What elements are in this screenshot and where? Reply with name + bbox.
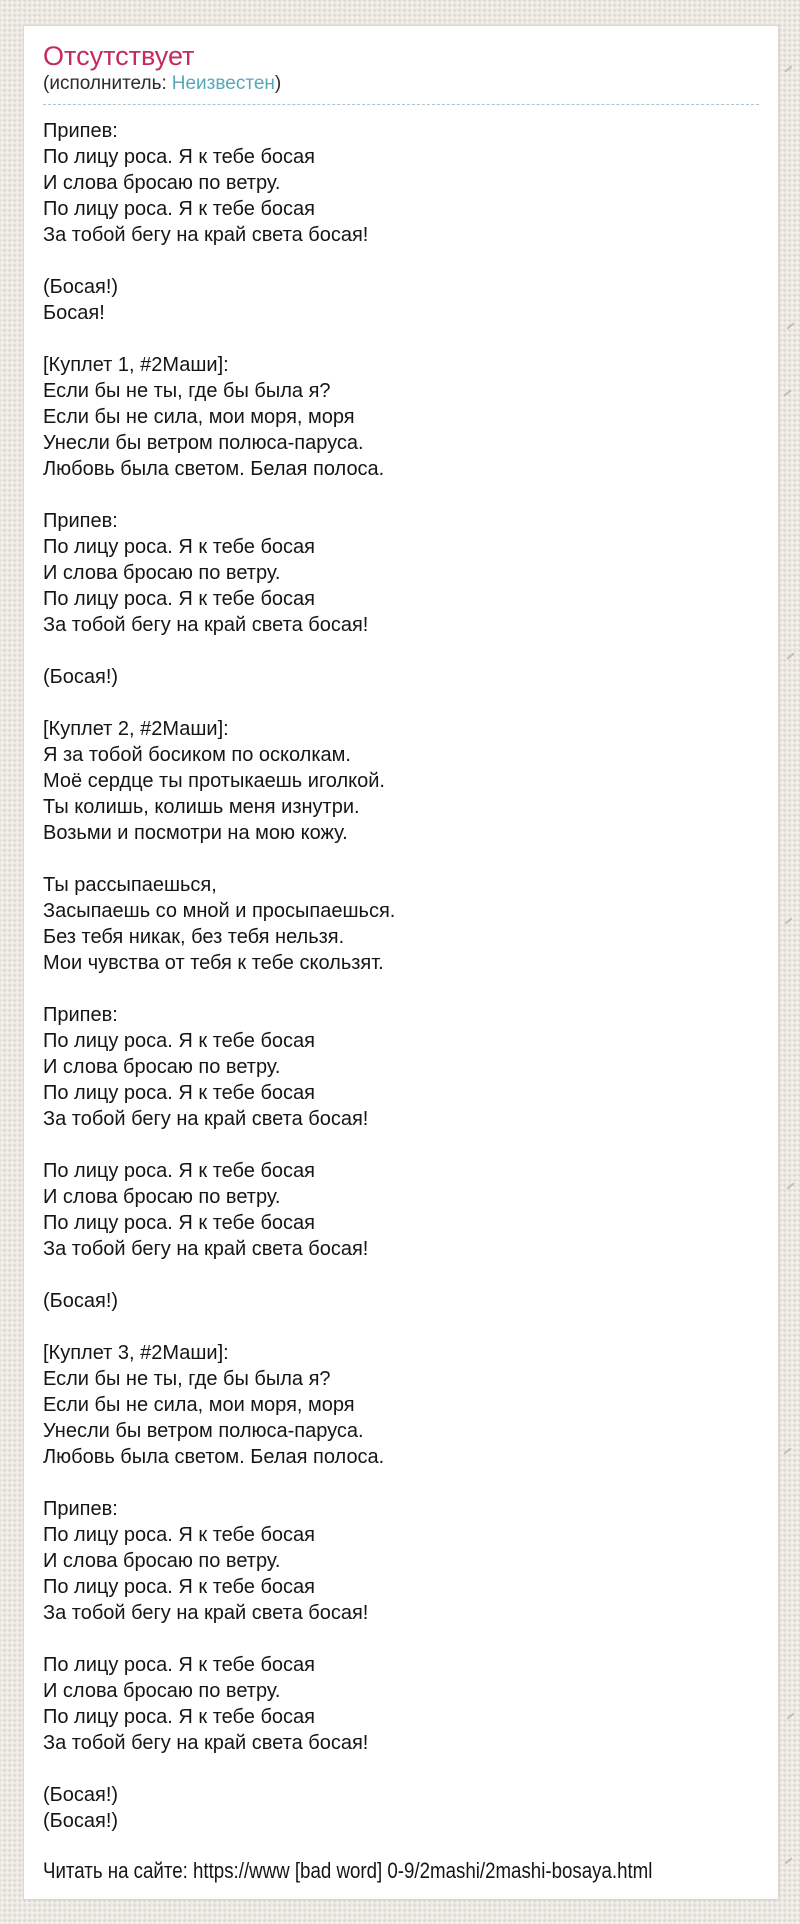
lyric-line — [43, 1314, 759, 1340]
lyric-line: И слова бросаю по ветру. — [43, 1680, 281, 1702]
lyric-line: По лицу роса. Я к тебе босая — [43, 1524, 315, 1546]
lyric-line: Ты рассыпаешься, — [43, 874, 217, 896]
lyric-line: По лицу роса. Я к тебе босая — [43, 1576, 315, 1598]
lyric-line: Если бы не сила, мои моря, моря — [43, 1394, 355, 1416]
lyric-line — [43, 248, 759, 274]
footer-row — [43, 1858, 759, 1884]
lyric-line — [43, 1262, 759, 1288]
lyric-line — [43, 690, 759, 716]
lyric-line: Любовь была светом. Белая полоса. — [43, 1446, 385, 1468]
lyric-line: И слова бросаю по ветру. — [43, 562, 281, 584]
lyric-line: Унесли бы ветром полюса-паруса. — [43, 432, 364, 454]
artist-row — [43, 73, 759, 105]
lyric-line: [Куплет 2, #2Маши]: — [43, 718, 229, 740]
lyric-line — [43, 846, 759, 872]
lyric-line: Босая! — [43, 302, 105, 324]
artist-link[interactable]: Неизвестен — [171, 73, 275, 94]
lyric-line: Если бы не ты, где бы была я? — [43, 1368, 331, 1390]
lyric-line: И слова бросаю по ветру. — [43, 1056, 281, 1078]
lyric-line: За тобой бегу на край света босая! — [43, 1602, 369, 1624]
lyric-line: По лицу роса. Я к тебе босая — [43, 1212, 315, 1234]
lyric-line: Унесли бы ветром полюса-паруса. — [43, 1420, 364, 1442]
lyrics-text — [43, 118, 759, 1834]
lyric-line — [43, 1132, 759, 1158]
lyric-line: (Босая!) — [43, 1290, 119, 1312]
lyric-line: Без тебя никак, без тебя нельзя. — [43, 926, 345, 948]
lyric-line: (Босая!) — [43, 1810, 119, 1832]
song-title-link[interactable]: Отсутствует — [43, 41, 195, 71]
lyric-line: По лицу роса. Я к тебе босая — [43, 1030, 315, 1052]
texture-fleck — [784, 917, 792, 924]
lyrics-card — [23, 25, 779, 1900]
lyric-line: По лицу роса. Я к тебе босая — [43, 536, 315, 558]
lyric-line — [43, 1470, 759, 1496]
lyric-line: Моё сердце ты протыкаешь иголкой. — [43, 770, 385, 792]
lyric-line: За тобой бегу на край света босая! — [43, 1732, 369, 1754]
lyric-line — [43, 1626, 759, 1652]
lyric-line: Ты колишь, колишь меня изнутри. — [43, 796, 360, 818]
lyric-line: За тобой бегу на край света босая! — [43, 614, 369, 636]
texture-fleck — [783, 1447, 791, 1454]
lyric-line: За тобой бегу на край света босая! — [43, 224, 369, 246]
lyric-line: Возьми и посмотри на мою кожу. — [43, 822, 348, 844]
lyric-line: Припев: — [43, 510, 118, 532]
lyric-line: Если бы не ты, где бы была я? — [43, 380, 331, 402]
lyric-line: По лицу роса. Я к тебе босая — [43, 1160, 315, 1182]
lyric-line: За тобой бегу на край света босая! — [43, 1238, 369, 1260]
texture-fleck — [784, 65, 792, 72]
lyric-line: Мои чувства от тебя к тебе скользят. — [43, 952, 384, 974]
footer-note: Читать на сайте: https://www [bad word] 0-9/2mashi/2mashi-bosaya.html — [43, 1858, 653, 1883]
lyric-line: По лицу роса. Я к тебе босая — [43, 1082, 315, 1104]
lyric-line: И слова бросаю по ветру. — [43, 1186, 281, 1208]
lyric-line: По лицу роса. Я к тебе босая — [43, 198, 315, 220]
lyric-line: Припев: — [43, 1004, 118, 1026]
lyric-line: И слова бросаю по ветру. — [43, 172, 281, 194]
lyric-line — [43, 326, 759, 352]
lyric-line: По лицу роса. Я к тебе босая — [43, 146, 315, 168]
texture-fleck — [784, 1857, 792, 1864]
lyric-line: По лицу роса. Я к тебе босая — [43, 588, 315, 610]
lyric-line: [Куплет 3, #2Маши]: — [43, 1342, 229, 1364]
lyric-line — [43, 482, 759, 508]
lyric-line: Любовь была светом. Белая полоса. — [43, 458, 385, 480]
artist-label: (исполнитель: — [43, 73, 167, 94]
lyric-line: (Босая!) — [43, 276, 119, 298]
lyric-line: Припев: — [43, 1498, 118, 1520]
lyric-line: За тобой бегу на край света босая! — [43, 1108, 369, 1130]
texture-fleck — [786, 322, 794, 329]
lyric-line: Засыпаешь со мной и просыпаешься. — [43, 900, 396, 922]
lyric-line: Припев: — [43, 120, 118, 142]
texture-fleck — [786, 1712, 794, 1719]
lyric-line — [43, 1756, 759, 1782]
lyric-line: (Босая!) — [43, 1784, 119, 1806]
texture-fleck — [786, 652, 794, 659]
artist-label-suffix: ) — [274, 73, 282, 94]
lyric-line: Я за тобой босиком по осколкам. — [43, 744, 351, 766]
lyric-line: [Куплет 1, #2Маши]: — [43, 354, 229, 376]
texture-fleck — [786, 1182, 794, 1189]
lyric-line — [43, 638, 759, 664]
texture-fleck — [783, 389, 791, 396]
lyric-line — [43, 976, 759, 1002]
lyric-line: По лицу роса. Я к тебе босая — [43, 1706, 315, 1728]
lyric-line: Если бы не сила, мои моря, моря — [43, 406, 355, 428]
lyric-line: И слова бросаю по ветру. — [43, 1550, 281, 1572]
lyric-line: По лицу роса. Я к тебе босая — [43, 1654, 315, 1676]
lyric-line: (Босая!) — [43, 666, 119, 688]
